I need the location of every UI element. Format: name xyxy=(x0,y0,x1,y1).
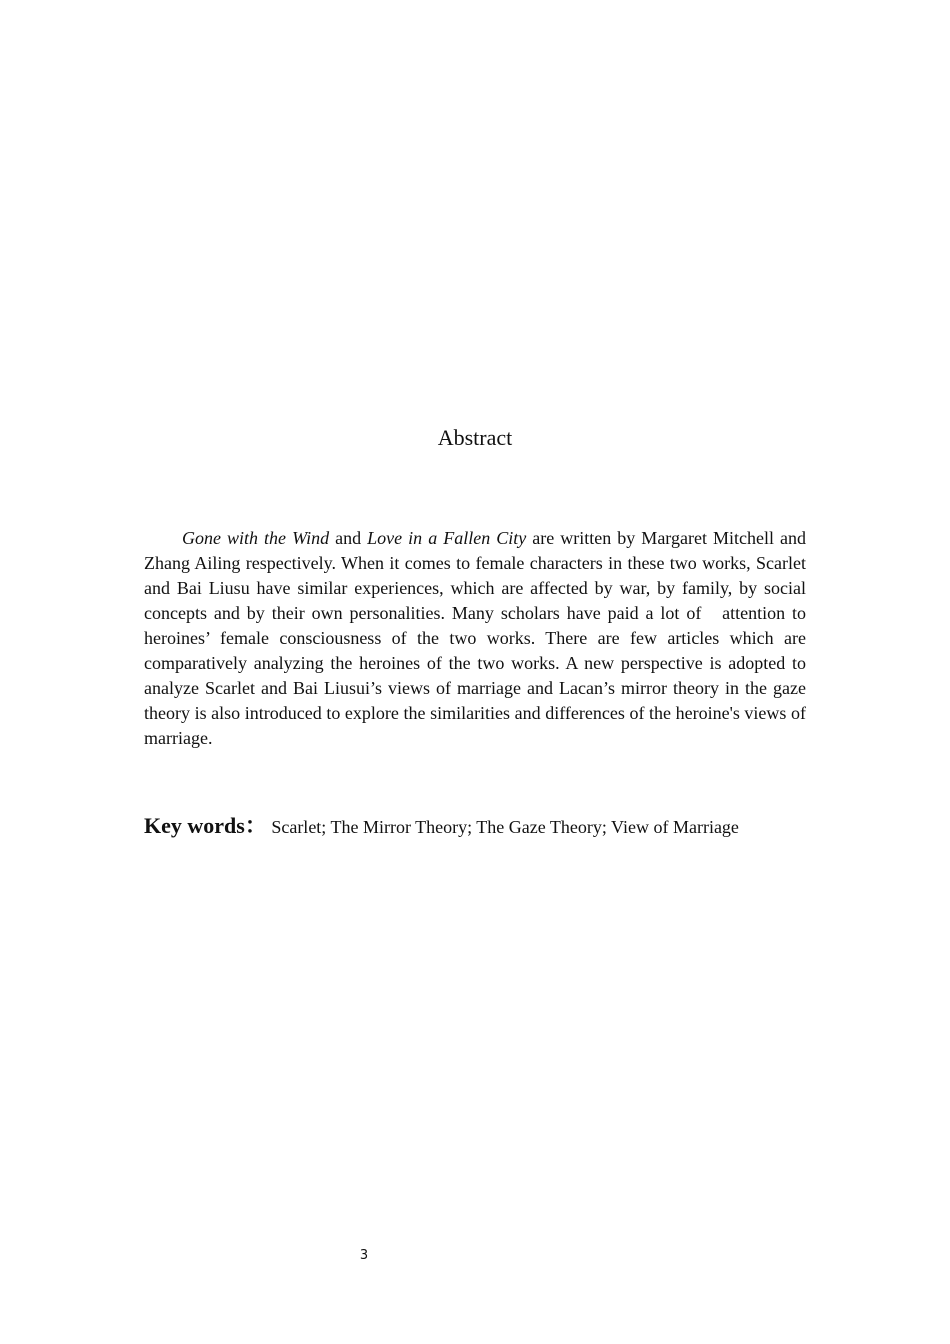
keywords-value: Scarlet; The Mirror Theory; The Gaze Theory; View of Marriage xyxy=(266,817,739,837)
book-title-gone-with-the-wind: Gone with the Wind xyxy=(182,528,330,548)
book-title-love-in-a-fallen-city: Love in a Fallen City xyxy=(367,528,527,548)
keywords-label: Key words： xyxy=(144,813,267,838)
abstract-heading: Abstract xyxy=(437,425,513,450)
keywords-line xyxy=(144,812,844,841)
abstract-text: are written by Margaret Mitchell and Zhang Ailing respectively. When it comes to female characters in these two works, Scarlet and Bai Liusu have similar experiences, which are affected by war, by family, by social concepts and by their own personalities. Many scholars have paid a lot of attention to heroines’ female consciousness of the two works. There are few articles which are comparatively analyzing the heroines of the two works. A new perspective is adopted to analyze Scarlet and Bai Liusui’s views of marriage and Lacan’s mirror theory in the gaze theory is also introduced to explore the similarities and differences of the heroine's views of marriage. xyxy=(144,528,806,748)
conjunction-text: and xyxy=(329,528,368,548)
page-number: 3 xyxy=(359,1248,369,1263)
abstract-paragraph xyxy=(144,526,806,751)
